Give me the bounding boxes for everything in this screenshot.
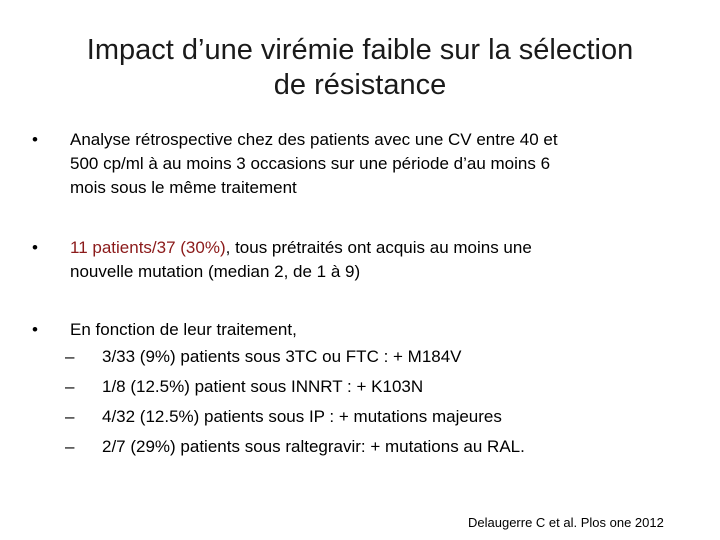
bullet-line: mois sous le même traitement <box>70 178 297 197</box>
bullet-line-rest: , tous prétraités ont acquis au moins une <box>225 238 532 257</box>
bullet-line <box>70 236 692 260</box>
sub-bullet-marker: – <box>65 347 75 366</box>
bullet-line: 500 cp/ml à au moins 3 occasions sur une période d’au moins 6 <box>70 154 551 173</box>
sub-bullet-list <box>32 342 692 462</box>
bullet-intro: En fonction de leur traitement, <box>70 320 297 339</box>
bullet-marker: • <box>32 320 38 339</box>
slide-title-line-2: de résistance <box>273 69 447 101</box>
bullet-new-mutation <box>32 236 692 284</box>
sub-bullet-text: 3/33 (9%) patients sous 3TC ou FTC : + M184V <box>102 347 462 366</box>
bullet-text <box>70 236 692 284</box>
sub-bullet-marker: – <box>65 437 75 456</box>
bullet-text <box>70 128 692 200</box>
bullet-retrospective-analysis <box>32 128 692 200</box>
bullet-marker: • <box>32 238 38 257</box>
sub-bullet-text: 2/7 (29%) patients sous raltegravir: + mutations au RAL. <box>102 437 525 456</box>
bullet-line: Analyse rétrospective chez des patients avec une CV entre 40 et <box>70 130 558 149</box>
sub-bullet-marker: – <box>65 407 75 426</box>
bullet-text <box>70 318 692 342</box>
slide-title <box>40 33 680 103</box>
slide-title-line-1: Impact d’une virémie faible sur la sélection <box>86 34 634 66</box>
sub-bullet-text: 1/8 (12.5%) patient sous INNRT : + K103N <box>102 377 424 396</box>
bullet-by-treatment <box>32 318 692 462</box>
sub-bullet-innrt <box>65 372 692 402</box>
sub-bullet-raltegravir <box>65 432 692 462</box>
sub-bullet-marker: – <box>65 377 75 396</box>
citation: Delaugerre C et al. Plos one 2012 <box>468 515 664 530</box>
sub-bullet-ip <box>65 402 692 432</box>
highlighted-patient-count: 11 patients/37 (30%) <box>70 238 226 257</box>
sub-bullet-text: 4/32 (12.5%) patients sous IP : + mutations majeures <box>102 407 502 426</box>
sub-bullet-3tc-ftc <box>65 342 692 372</box>
bullet-line: nouvelle mutation (median 2, de 1 à 9) <box>70 262 361 281</box>
bullet-marker: • <box>32 130 38 149</box>
